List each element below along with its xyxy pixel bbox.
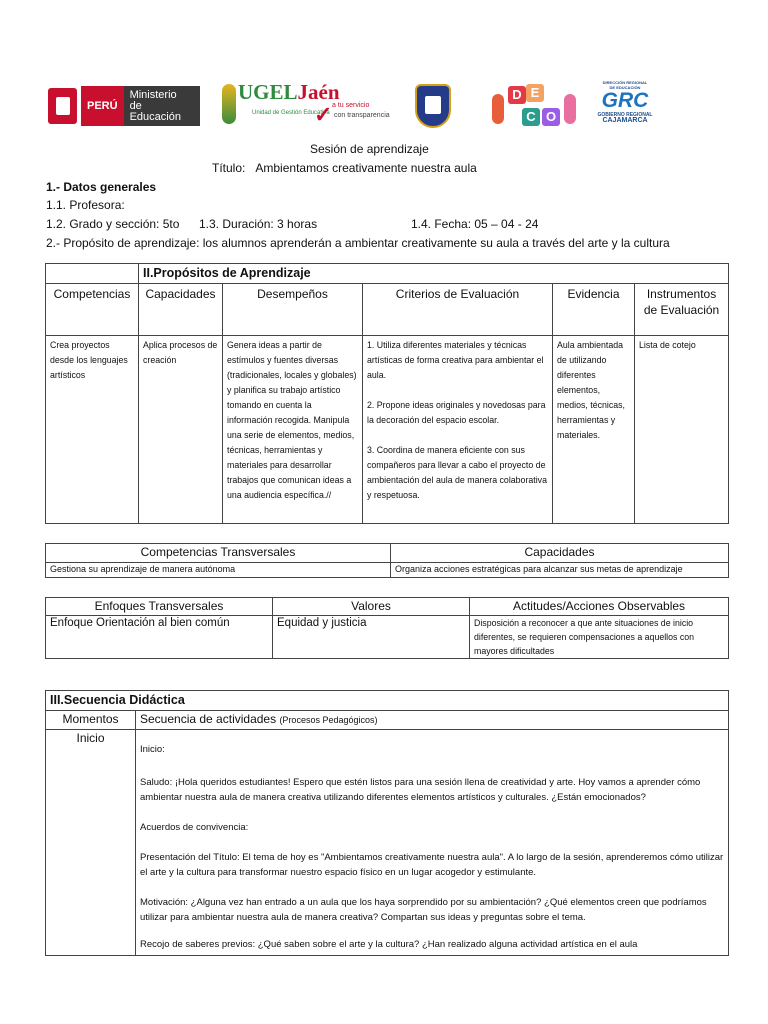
ugel-slogan-2: con transparencia: [334, 112, 390, 119]
section-datos-generales: 1.- Datos generales: [46, 180, 157, 194]
ugel-subtitle: Unidad de Gestión Educativa: [252, 110, 330, 116]
cell-desempeno: Genera ideas a partir de estímulos y fuentes diversas (tradicionales, locales y globales) y planifica su trabajo artístico tomando en cuenta la información recogida. Manipula una serie de elementos, medios, técnicas, herramientas y materiales para desarrollar trabajos que comunican ideas a una audiencia específica.//: [223, 336, 363, 524]
col-capacidades-transversales: Capacidades: [391, 544, 729, 563]
ministerio-label: [124, 86, 200, 126]
ugel-emblem-icon: [222, 84, 236, 124]
duracion-line: 1.3. Duración: 3 horas: [199, 217, 318, 231]
col-secuencia-note: (Procesos Pedagógicos): [279, 715, 378, 725]
cell-actitud: Disposición a reconocer a que ante situaciones de inicio diferentes, se requieren compensaciones a aquellos con mayores dificultades: [470, 616, 729, 659]
title-label: Título:: [212, 161, 246, 175]
propositos-title-spacer: [46, 264, 139, 284]
title-value: Ambientamos creativamente nuestra aula: [255, 161, 477, 175]
profesora-line: 1.1. Profesora:: [46, 198, 125, 212]
col-evidencia: Evidencia: [553, 284, 635, 336]
cell-capacidad-transversal: Organiza acciones estratégicas para alcanzar sus metas de aprendizaje: [391, 563, 729, 578]
col-instrumentos: Instrumentos de Evaluación: [635, 284, 729, 336]
cell-criterios: [363, 336, 553, 524]
ministerio-line2: de Educación: [129, 99, 181, 123]
criterio-1: 1. Utiliza diferentes materiales y técnicas artísticas de forma creativa para ambientar el aula.: [367, 340, 544, 380]
peru-label: PERÚ: [81, 86, 124, 126]
seq-paragraph: Motivación: ¿Alguna vez han entrado a un aula que los haya sorprendido por su ambientación? ¿Qué elementos creen que podríamos utilizar para ambientar nuestra aula de manera creativa? Compartan sus ideas y preguntas sobre el tema.: [140, 897, 707, 923]
seq-paragraph: Recojo de saberes previos: ¿Qué saben sobre el arte y la cultura? ¿Han realizado alguna actividad artística en el aula: [140, 939, 638, 950]
col-secuencia: [136, 711, 729, 730]
cell-enfoque: Enfoque Orientación al bien común: [46, 616, 273, 659]
ugel-city: Jaén: [297, 80, 340, 104]
col-momentos: Momentos: [46, 711, 136, 730]
cell-competencia: Crea proyectos desde los lenguajes artísticos: [46, 336, 139, 524]
competencias-transversales-table: [45, 543, 729, 578]
col-secuencia-label: Secuencia de actividades: [140, 712, 277, 726]
child-figure-icon: [492, 94, 504, 124]
col-valores: Valores: [273, 598, 470, 616]
proposito-line: 2.- Propósito de aprendizaje: los alumnos aprenderán a ambientar creativamente su aula a través del arte y la cultura: [46, 236, 670, 250]
deco-letter-d: D: [508, 86, 526, 104]
grc-wordmark: GRC: [601, 89, 649, 112]
deco-letter-o: O: [542, 108, 560, 126]
child-figure-icon: [564, 94, 576, 124]
deco-letter-e: E: [526, 84, 544, 102]
checkmark-icon: ✓: [314, 102, 333, 127]
ugel-jaen-logo: [222, 80, 390, 130]
criterio-3: 3. Coordina de manera eficiente con sus compañeros para llevar a cabo el proyecto de ambientación del aula de manera colaborativa y respetuosa.: [367, 445, 547, 500]
col-criterios: Criterios de Evaluación: [363, 284, 553, 336]
secuencia-didactica-table: [45, 690, 729, 956]
propositos-title: II.Propósitos de Aprendizaje: [139, 264, 729, 284]
enfoques-table: [45, 597, 729, 659]
peru-coat-of-arms-icon: [48, 88, 77, 124]
session-label: Sesión de aprendizaje: [310, 142, 429, 156]
propositos-table: [45, 263, 729, 524]
grc-top-line1: DIRECCIÓN REGIONAL: [602, 80, 648, 85]
grc-cajamarca-logo: [597, 80, 653, 132]
grc-bottom-line1: GOBIERNO REGIONAL: [597, 112, 653, 118]
ugel-name: UGEL: [238, 80, 298, 104]
cell-evidencia: Aula ambientada de utilizando diferentes elementos, medios, técnicas, herramientas y materiales.: [553, 336, 635, 524]
col-actitudes: Actitudes/Acciones Observables: [470, 598, 729, 616]
col-capacidades: Capacidades: [139, 284, 223, 336]
moment-inicio: Inicio: [46, 730, 136, 956]
grc-top-line2: DE EDUCACIÓN: [609, 85, 641, 90]
criterio-2: 2. Propone ideas originales y novedosas para la decoración del espacio escolar.: [367, 400, 546, 425]
col-desempenos: Desempeños: [223, 284, 363, 336]
seq-paragraph: Acuerdos de convivencia:: [140, 822, 249, 833]
cell-instrumento: Lista de cotejo: [635, 336, 729, 524]
cell-capacidad: Aplica procesos de creación: [139, 336, 223, 524]
col-competencias-transversales: Competencias Transversales: [46, 544, 391, 563]
secuencia-title: III.Secuencia Didáctica: [46, 691, 729, 711]
ugel-slogan-1: a tu servicio: [332, 102, 370, 109]
grado-line: 1.2. Grado y sección: 5to: [46, 217, 180, 231]
school-crest-icon: [415, 84, 451, 128]
seq-paragraph: Presentación del Título: El tema de hoy es "Ambientamos creativamente nuestra aula". A lo largo de la sesión, aprenderemos cómo utilizar el arte y la cultura para transformar nuestro espacio físico en un lugar acogedor y estimulante.: [140, 852, 724, 878]
grc-bottom-line2: CAJAMARCA: [602, 117, 648, 124]
deco-logo: [492, 80, 576, 134]
col-competencias: Competencias: [46, 284, 139, 336]
cell-valor: Equidad y justicia: [273, 616, 470, 659]
fecha-line: 1.4. Fecha: 05 – 04 - 24: [411, 217, 539, 231]
seq-paragraph: Saludo: ¡Hola queridos estudiantes! Espero que estén listos para una sesión llena de creatividad y arte. Hoy vamos a aprender cómo ambientar nuestra aula de manera creativa utilizando diferentes elementos artísticos y culturales. ¿Están emocionados?: [140, 777, 701, 803]
minedu-logo: [48, 86, 200, 126]
seq-paragraph: Inicio:: [140, 744, 165, 755]
deco-letter-c: C: [522, 108, 540, 126]
title-line: [212, 161, 477, 175]
ministerio-line1: Ministerio: [129, 88, 177, 101]
cell-inicio-activities: [136, 730, 729, 956]
col-enfoques: Enfoques Transversales: [46, 598, 273, 616]
cell-competencia-transversal: Gestiona su aprendizaje de manera autónoma: [46, 563, 391, 578]
